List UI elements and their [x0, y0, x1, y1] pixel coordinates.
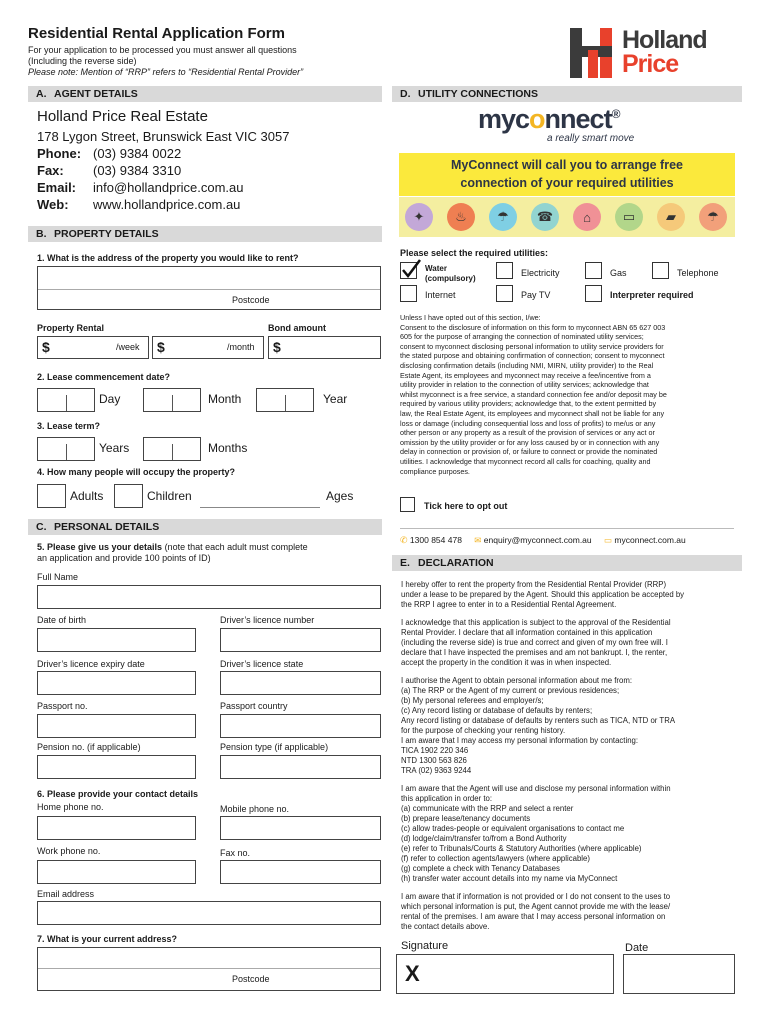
- rental-month-input[interactable]: [152, 336, 264, 359]
- rental-week-input[interactable]: [37, 336, 149, 359]
- signature-label: Signature: [401, 940, 449, 952]
- umbrella-icon: ☂: [699, 203, 727, 231]
- per-month-label: /month: [227, 342, 255, 352]
- lease-year-input[interactable]: [256, 388, 314, 412]
- intro-line-1: For your application to be processed you must answer all questions: [28, 45, 297, 55]
- agent-address: 178 Lygon Street, Brunswick East VIC 3057: [37, 129, 290, 144]
- lease-day-input[interactable]: [37, 388, 95, 412]
- pension-type-label: Pension type (if applicable): [220, 742, 329, 752]
- currency-symbol: $: [42, 339, 50, 355]
- adults-input[interactable]: [37, 484, 66, 508]
- question-4: 4. How many people will occupy the property?: [37, 467, 236, 477]
- lease-years-input[interactable]: [37, 437, 95, 461]
- ages-label: Ages: [326, 489, 354, 503]
- digit-divider: [66, 395, 67, 411]
- logo-text-price: Price: [622, 50, 679, 78]
- myconnect-phone[interactable]: 1300 854 478: [409, 535, 462, 545]
- digit-divider: [172, 395, 173, 411]
- work-phone-label: Work phone no.: [37, 846, 101, 856]
- fax-no-label: Fax no.: [220, 848, 251, 858]
- lease-month-input[interactable]: [143, 388, 201, 412]
- logo-h-mark: [570, 28, 614, 78]
- water-sub-label: (compulsory): [425, 274, 476, 283]
- question-1: 1. What is the address of the property you would like to rent?: [37, 253, 299, 263]
- question-5-line2: an application and provide 100 points of ID): [37, 553, 211, 563]
- passport-country-input[interactable]: [220, 714, 381, 738]
- intro-line-3: Please note: Mention of “RRP” refers to “Residential Rental Provider”: [28, 67, 304, 77]
- question-2: 2. Lease commencement date?: [37, 372, 171, 382]
- phone-icon: ☎: [531, 203, 559, 231]
- dob-input[interactable]: [37, 628, 196, 652]
- mobile-phone-label: Mobile phone no.: [220, 804, 290, 814]
- licence-expiry-input[interactable]: [37, 671, 196, 695]
- form-title: Residential Rental Application Form: [28, 25, 285, 42]
- pension-no-input[interactable]: [37, 755, 196, 779]
- home-phone-label: Home phone no.: [37, 802, 104, 812]
- truck-icon: ▰: [657, 203, 685, 231]
- showerhead-icon: ☂: [489, 203, 517, 231]
- months-label: Months: [208, 441, 248, 455]
- current-address-input[interactable]: [37, 947, 381, 991]
- holland-price-logo: [570, 28, 742, 80]
- agent-email-label: Email:: [37, 180, 77, 195]
- myconnect-terms: Unless I have opted out of this section, I/we: Consent to the disclosure of information on this form to myconnect ABN 65 627 003 605 for the purpose of arranging the connection of nominated utility services; consent to myconnect disclosing personal information to utility service providers for the stated purpose and obtaining confirmation of connection; consent to myconnect disclosing confirmation details (including NMI, MIRN, utility provider) to the Real Estate Agent, its employees and myconnect may receive a fee/incentive from a utility provider in relation to the connection of utility services; acknowledge that whilst myconnect is a free service, a standard connection fee and/or deposit may be required by various utility providers; acknowledge that, to the extent permitted by law, the Real Estate Agent, its employees and myconnect shall not be liable for any loss or damage (including consequential loss and loss of profits) to me/us or any other person or any property as a result of the provision of services or any act or omission by the utility provider or for any loss caused by or in connection with any delay in connection or provision of, or failure to connect or provide the nominated utilities. I acknowledge that myconnect record all calls for coaching, quality and compliance purposes.: [400, 313, 667, 476]
- optout-label: Tick here to opt out: [424, 501, 508, 511]
- question-5: 5. Please give us your details (note that each adult must complete: [37, 542, 308, 552]
- modem-icon: ⌂: [573, 203, 601, 231]
- digit-divider: [172, 444, 173, 460]
- banner-line-1: MyConnect will call you to arrange free: [450, 158, 683, 172]
- internet-label: Internet: [425, 290, 456, 300]
- telephone-label: Telephone: [677, 268, 719, 278]
- digit-divider: [66, 444, 67, 460]
- day-label: Day: [99, 392, 121, 406]
- declaration-p5: I am aware that if information is not provided or I do not consent to the uses to which personal information is put, the Agent cannot provide me with the lease/ rental of the premises. I am aware that I may access personal information on the contact details above.: [401, 892, 671, 931]
- year-label: Year: [323, 392, 348, 406]
- banner-line-2: connection of your required utilities: [460, 176, 674, 190]
- licence-state-label: Driver’s licence state: [220, 659, 304, 669]
- agent-email[interactable]: info@hollandprice.com.au: [93, 180, 244, 195]
- myconnect-email[interactable]: enquiry@myconnect.com.au: [483, 535, 592, 545]
- home-phone-input[interactable]: [37, 816, 196, 840]
- bond-amount-label: Bond amount: [268, 323, 326, 333]
- property-rental-label: Property Rental: [37, 323, 105, 333]
- bulb-icon: ✦: [405, 203, 433, 231]
- gas-checkbox[interactable]: [585, 262, 602, 279]
- intro-line-2: (Including the reverse side): [28, 56, 137, 66]
- monitor-icon: ▭: [604, 535, 613, 545]
- address-divider: [38, 289, 380, 290]
- full-name-input[interactable]: [37, 585, 381, 609]
- children-label: Children: [147, 489, 192, 503]
- section-e-header: E. DECLARATION: [392, 555, 742, 571]
- agent-web[interactable]: www.hollandprice.com.au: [93, 197, 241, 212]
- question-3: 3. Lease term?: [37, 421, 101, 431]
- myconnect-tagline: a really smart move: [547, 133, 635, 144]
- date-input[interactable]: [623, 954, 735, 994]
- email-input[interactable]: [37, 901, 381, 925]
- agent-fax: (03) 9384 3310: [93, 163, 182, 178]
- logo-text-holland: Holland: [622, 26, 707, 54]
- section-c-header: C. PERSONAL DETAILS: [28, 519, 382, 535]
- utility-icons-strip: [399, 197, 735, 237]
- declaration-p2: I acknowledge that this application is subject to the approval of the Residential Rental Provider. I declare that all information contained in this application (including the reverse side) is true and correct and given of my own free will. I declare that I have inspected the premises and am not bankrupt. I, the renter, accept the property in the condition it was in when inspected.: [401, 618, 671, 667]
- utility-divider: [400, 528, 734, 529]
- agent-phone-label: Phone:: [37, 146, 82, 161]
- full-name-label: Full Name: [37, 572, 79, 582]
- myconnect-contact-row: [400, 535, 735, 547]
- email-label: Email address: [37, 889, 95, 899]
- optout-checkbox[interactable]: [400, 497, 415, 512]
- declaration-p1: I hereby offer to rent the property from the Residential Rental Provider (RRP) under a lease to be prepared by the Agent. Should this application be accepted by the RRP I agree to enter in to a Residential Rental Agreement.: [401, 580, 685, 609]
- flame-icon: ♨: [447, 203, 475, 231]
- per-week-label: /week: [116, 342, 140, 352]
- water-label: Water: [425, 264, 447, 273]
- currency-symbol: $: [157, 339, 165, 355]
- pension-type-input[interactable]: [220, 755, 381, 779]
- adults-label: Adults: [70, 489, 104, 503]
- section-b-header: B. PROPERTY DETAILS: [28, 226, 382, 242]
- dob-label: Date of birth: [37, 615, 87, 625]
- myconnect-web[interactable]: myconnect.com.au: [614, 535, 686, 545]
- postcode-label: Postcode: [232, 974, 270, 984]
- currency-symbol: $: [273, 339, 281, 355]
- children-input[interactable]: [114, 484, 143, 508]
- declaration-p3: I authorise the Agent to obtain personal information about me from: (a) The RRP or the Agent of my current or previous residences; (b) My personal referees and employer/s; (c) Any record listing or database of defaults by renters; Any record listing or database of defaults by renters such as TICA, NTD or TRA for the purpose of checking your renting history. I am aware that I may access my personal information by contacting: TICA 1902 220 346 NTD 1300 563 826 TRA (02) 9363 9244: [401, 676, 676, 775]
- work-phone-input[interactable]: [37, 860, 196, 884]
- electricity-checkbox[interactable]: [496, 262, 513, 279]
- passport-country-label: Passport country: [220, 701, 288, 711]
- property-address-input[interactable]: [37, 266, 381, 310]
- licence-expiry-label: Driver’s licence expiry date: [37, 659, 145, 669]
- fax-no-input[interactable]: [220, 860, 381, 884]
- select-utilities-label: Please select the required utilities:: [400, 248, 549, 258]
- month-label: Month: [208, 392, 242, 406]
- signature-mark: X: [405, 961, 420, 986]
- interpreter-label: Interpreter required: [610, 290, 694, 300]
- internet-checkbox[interactable]: [400, 285, 417, 302]
- licence-state-input[interactable]: [220, 671, 381, 695]
- licence-number-label: Driver’s licence number: [220, 615, 315, 625]
- section-a-header: A. AGENT DETAILS: [28, 86, 382, 102]
- paytv-checkbox[interactable]: [496, 285, 513, 302]
- agent-web-label: Web:: [37, 197, 69, 212]
- gas-label: Gas: [610, 268, 627, 278]
- address-divider: [38, 968, 380, 969]
- telephone-checkbox[interactable]: [652, 262, 669, 279]
- tv-icon: ▭: [615, 203, 643, 231]
- licence-number-input[interactable]: [220, 628, 381, 652]
- mail-icon: ✉: [474, 535, 482, 545]
- ages-input-line[interactable]: [200, 507, 320, 508]
- bond-amount-input[interactable]: [268, 336, 381, 359]
- phone-icon: ✆: [400, 535, 408, 545]
- lease-months-input[interactable]: [143, 437, 201, 461]
- myconnect-banner: [399, 153, 735, 196]
- passport-no-label: Passport no.: [37, 701, 88, 711]
- agent-phone: (03) 9384 0022: [93, 146, 182, 161]
- signature-input[interactable]: [396, 954, 614, 994]
- agent-name: Holland Price Real Estate: [37, 108, 208, 125]
- water-checkbox[interactable]: [400, 262, 417, 279]
- mobile-phone-input[interactable]: [220, 816, 381, 840]
- passport-no-input[interactable]: [37, 714, 196, 738]
- agent-fax-label: Fax:: [37, 163, 64, 178]
- section-d-header: D. UTILITY CONNECTIONS: [392, 86, 742, 102]
- paytv-label: Pay TV: [521, 290, 551, 300]
- years-label: Years: [99, 441, 130, 455]
- pension-no-label: Pension no. (if applicable): [37, 742, 141, 752]
- declaration-p4: I am aware that the Agent will use and disclose my personal information within this application in order to: (a) communicate with the RRP and select a renter (b) prepare lease/tenancy documents (c) allow trades-people or equivalent organisations to contact me (d) lodge/claim/transfer to/from a Bond Authority (e) refer to Tribunals/Courts & Statutory Authorities (where applicable) (f) refer to collection agents/lawyers (where applicable) (g) complete a check with Tenancy Databases (h) transfer water account details into my name via MyConnect: [401, 784, 671, 883]
- interpreter-checkbox[interactable]: [585, 285, 602, 302]
- postcode-label: Postcode: [232, 295, 270, 305]
- question-7: 7. What is your current address?: [37, 934, 178, 944]
- digit-divider: [285, 395, 286, 411]
- date-label: Date: [625, 942, 649, 954]
- electricity-label: Electricity: [521, 268, 560, 278]
- myconnect-logo: myconnect®: [478, 104, 620, 134]
- question-6: 6. Please provide your contact details: [37, 789, 199, 799]
